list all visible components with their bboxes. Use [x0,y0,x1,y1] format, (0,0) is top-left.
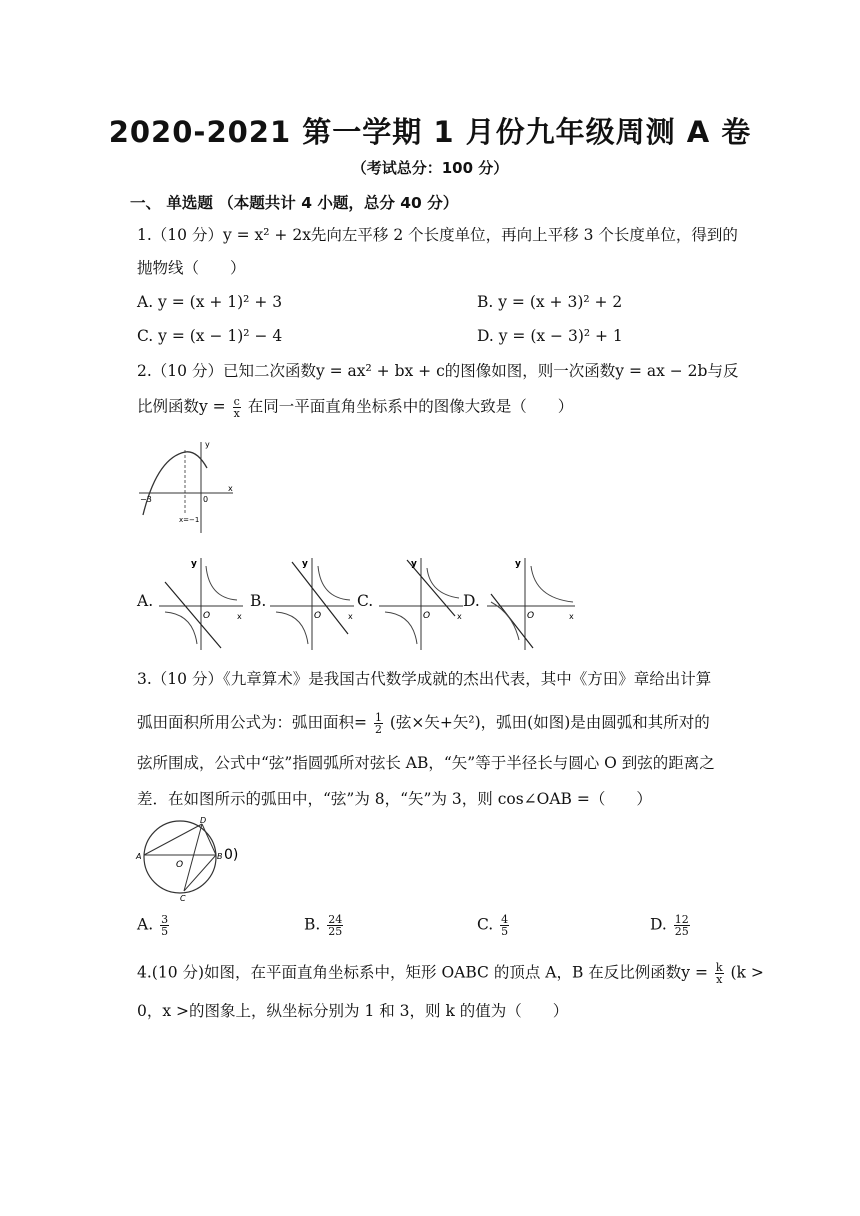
q2-stem-line2-post: 在同一平面直角坐标系中的图像大致是（ ） [247,397,574,416]
q2-choice-a-graph [157,556,245,652]
q2-y-label: y [205,440,210,449]
q3-stem-line2-pre: 弧田面积所用公式为：弧田面积= [137,713,367,732]
svg-text:B: B [217,852,223,861]
svg-text:O: O [527,611,535,621]
svg-text:y: y [515,559,521,569]
svg-text:O: O [314,611,322,621]
svg-text:C: C [180,894,186,903]
q1-stem-line2: 抛物线（ ） [137,259,246,277]
section-heading: 一、 单选题 （本题共计 4 小题，总分 40 分） [130,194,459,212]
svg-text:O: O [203,611,211,621]
q2-axis-label: x=−1 [179,516,200,524]
svg-text:x: x [348,612,353,621]
q4-stem-line1-pre: 4.(10 分)如图，在平面直角坐标系中，矩形 OABC 的顶点 A，B 在反比例函数y = [137,963,708,982]
q4-fraction: $\frac{k}{x}$ [715,961,723,986]
svg-text:y: y [411,559,417,569]
q4-stem-line1 [137,962,764,985]
q2-neg3-label: −3 [140,495,152,504]
svg-text:y: y [191,559,197,569]
q3-stem-line2-post: (弦×矢+矢²)，弧田(如图)是由圆弧和其所对的 [389,713,710,732]
q2-choice-b-graph [268,556,356,652]
q3-option-b: B. $\frac{24}{25}$ [304,913,343,938]
q3-stem-line3: 弦所围成，公式中“弦”指圆弧所对弦长 AB，“矢”等于半径长与圆心 O 到弦的距离之 [137,754,715,772]
q2-stem-line2 [137,396,573,419]
svg-text:x: x [569,612,574,621]
svg-text:O: O [176,860,184,870]
q2-choice-a-label: A. [137,592,154,610]
q2-choice-c-label: C. [357,592,374,610]
q2-origin-label: 0 [203,495,209,504]
q3-fraction: $\frac{1}{2}$ [374,711,382,736]
q3-figure-extra: 0) [224,847,239,863]
q2-stem-line2-pre: 比例函数y = [137,397,226,416]
q2-x-label: x [228,484,233,493]
exam-total-score: （考试总分：100 分） [351,159,509,177]
q3-circle-figure [134,815,244,905]
page-title: 2020-2021 第一学期 1 月份九年级周测 A 卷 [108,115,752,149]
svg-text:y: y [302,559,308,569]
q3-stem-line1: 3.（10 分）《九章算术》是我国古代数学成就的杰出代表，其中《方田》章给出计算 [137,670,712,688]
q3-option-a: A. $\frac{3}{5}$ [137,913,169,938]
q1-stem-line1: 1.（10 分）y = x² + 2x先向左平移 2 个长度单位，再向上平移 3 个长度单位，得到的 [137,226,738,244]
svg-text:x: x [237,612,242,621]
q2-stem-line1: 2.（10 分）已知二次函数y = ax² + bx + c的图像如图，则一次函数y = ax − 2b与反 [137,362,739,380]
q3-option-c: C. $\frac{4}{5}$ [477,913,509,938]
svg-text:O: O [423,611,431,621]
q1-option-a: A. y = (x + 1)² + 3 [137,293,283,311]
q4-stem-line2: 0，x >的图象上，纵坐标分别为 1 和 3，则 k 的值为（ ） [137,1002,569,1020]
q2-parabola-curve [143,452,207,515]
q2-choice-d-label: D. [463,592,480,610]
svg-text:A: A [136,852,142,861]
q1-option-c: C. y = (x − 1)² − 4 [137,327,283,345]
svg-text:x: x [457,612,462,621]
q2-parabola-figure [137,438,242,538]
q3-stem-line4: 差．在如图所示的弧田中，“弦”为 8，“矢”为 3，则 cos∠OAB =（ ） [137,790,652,808]
q2-choice-b-label: B. [250,592,267,610]
q3-option-d: D. $\frac{12}{25}$ [650,913,689,938]
q1-option-b: B. y = (x + 3)² + 2 [477,293,623,311]
q2-fraction: $\frac{c}{x}$ [233,395,240,420]
q2-choice-c-graph [377,556,465,652]
svg-text:D: D [200,816,207,825]
q2-choice-d-graph [485,556,581,652]
q4-stem-line1-post: (k > [730,963,764,982]
q3-stem-line2 [137,712,710,735]
q1-option-d: D. y = (x − 3)² + 1 [477,327,623,345]
